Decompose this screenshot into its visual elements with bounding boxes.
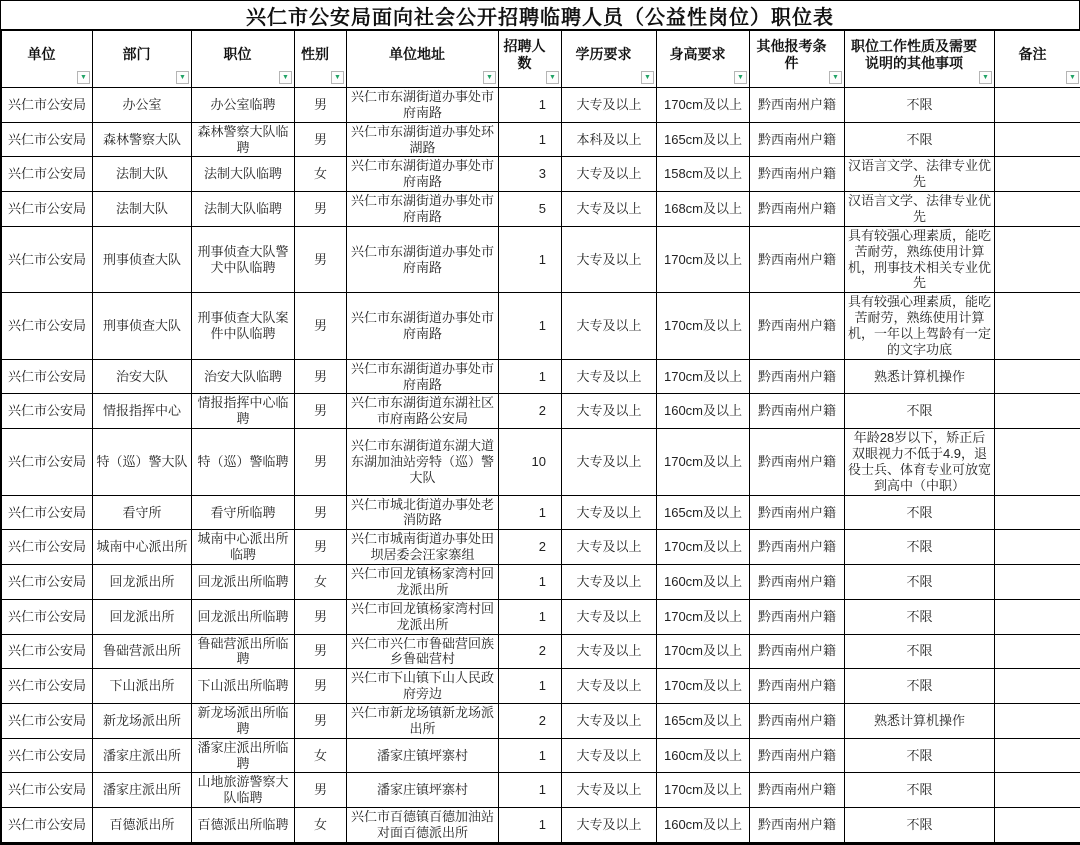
cell-other-conditions: 黔西南州户籍	[750, 192, 845, 227]
cell-department: 回龙派出所	[93, 599, 192, 634]
table-row	[2, 773, 1080, 808]
cell-department: 刑事侦查大队	[93, 226, 192, 292]
cell-height-req: 170cm及以上	[657, 669, 750, 704]
column-header-label: 备注	[1019, 46, 1047, 62]
page-title: 兴仁市公安局面向社会公开招聘临聘人员（公益性岗位）职位表	[1, 1, 1079, 30]
cell-unit: 兴仁市公安局	[2, 634, 93, 669]
cell-department: 下山派出所	[93, 669, 192, 704]
cell-headcount: 3	[499, 157, 562, 192]
table-row	[2, 565, 1080, 600]
column-header-height-req	[657, 31, 750, 88]
filter-dropdown-icon[interactable]: ▼	[979, 71, 992, 84]
cell-height-req: 170cm及以上	[657, 599, 750, 634]
cell-remarks	[995, 88, 1080, 123]
cell-position: 特（巡）警临聘	[192, 429, 295, 495]
cell-department: 潘家庄派出所	[93, 738, 192, 773]
cell-address: 兴仁市回龙镇杨家湾村回龙派出所	[347, 599, 499, 634]
cell-remarks	[995, 808, 1080, 843]
cell-position: 城南中心派出所临聘	[192, 530, 295, 565]
cell-education: 大专及以上	[562, 293, 657, 359]
cell-headcount: 1	[499, 669, 562, 704]
cell-gender: 男	[295, 429, 347, 495]
cell-unit: 兴仁市公安局	[2, 565, 93, 600]
cell-education: 大专及以上	[562, 703, 657, 738]
cell-headcount: 1	[499, 88, 562, 123]
cell-job-nature: 不限	[845, 122, 995, 157]
column-header-other-conditions	[750, 31, 845, 88]
cell-education: 大专及以上	[562, 495, 657, 530]
cell-height-req: 165cm及以上	[657, 703, 750, 738]
cell-height-req: 165cm及以上	[657, 122, 750, 157]
cell-unit: 兴仁市公安局	[2, 394, 93, 429]
cell-height-req: 160cm及以上	[657, 394, 750, 429]
cell-other-conditions: 黔西南州户籍	[750, 226, 845, 292]
cell-address: 兴仁市东湖街道办事处市府南路	[347, 359, 499, 394]
table-body	[2, 88, 1080, 843]
cell-gender: 男	[295, 530, 347, 565]
cell-remarks	[995, 599, 1080, 634]
table-row	[2, 359, 1080, 394]
column-header-gender	[295, 31, 347, 88]
cell-unit: 兴仁市公安局	[2, 293, 93, 359]
column-header-education	[562, 31, 657, 88]
cell-position: 法制大队临聘	[192, 192, 295, 227]
cell-position: 潘家庄派出所临聘	[192, 738, 295, 773]
cell-unit: 兴仁市公安局	[2, 599, 93, 634]
cell-other-conditions: 黔西南州户籍	[750, 495, 845, 530]
cell-department: 办公室	[93, 88, 192, 123]
cell-job-nature: 熟悉计算机操作	[845, 359, 995, 394]
cell-position: 回龙派出所临聘	[192, 565, 295, 600]
cell-gender: 男	[295, 634, 347, 669]
column-header-label: 职位	[224, 46, 252, 62]
cell-job-nature: 不限	[845, 738, 995, 773]
cell-headcount: 2	[499, 634, 562, 669]
cell-gender: 男	[295, 293, 347, 359]
cell-job-nature: 不限	[845, 773, 995, 808]
cell-height-req: 170cm及以上	[657, 634, 750, 669]
cell-address: 兴仁市东湖街道办事处市府南路	[347, 192, 499, 227]
cell-gender: 女	[295, 157, 347, 192]
table-row	[2, 394, 1080, 429]
cell-job-nature: 不限	[845, 634, 995, 669]
cell-other-conditions: 黔西南州户籍	[750, 122, 845, 157]
cell-job-nature: 不限	[845, 565, 995, 600]
cell-unit: 兴仁市公安局	[2, 773, 93, 808]
cell-address: 兴仁市新龙场镇新龙场派出所	[347, 703, 499, 738]
cell-other-conditions: 黔西南州户籍	[750, 530, 845, 565]
cell-remarks	[995, 669, 1080, 704]
cell-address: 兴仁市东湖街道东湖大道东湖加油站旁特（巡）警大队	[347, 429, 499, 495]
table-row	[2, 429, 1080, 495]
cell-unit: 兴仁市公安局	[2, 192, 93, 227]
cell-gender: 女	[295, 565, 347, 600]
cell-other-conditions: 黔西南州户籍	[750, 157, 845, 192]
cell-education: 大专及以上	[562, 634, 657, 669]
cell-position: 办公室临聘	[192, 88, 295, 123]
cell-height-req: 160cm及以上	[657, 565, 750, 600]
cell-position: 刑事侦查大队案件中队临聘	[192, 293, 295, 359]
cell-headcount: 2	[499, 530, 562, 565]
cell-remarks	[995, 394, 1080, 429]
cell-job-nature: 熟悉计算机操作	[845, 703, 995, 738]
cell-department: 法制大队	[93, 192, 192, 227]
cell-job-nature: 具有较强心理素质，能吃苦耐劳，熟练使用计算机，一年以上驾龄有一定的文字功底	[845, 293, 995, 359]
cell-department: 情报指挥中心	[93, 394, 192, 429]
cell-department: 法制大队	[93, 157, 192, 192]
cell-height-req: 170cm及以上	[657, 293, 750, 359]
cell-education: 大专及以上	[562, 738, 657, 773]
cell-education: 大专及以上	[562, 88, 657, 123]
cell-remarks	[995, 565, 1080, 600]
cell-gender: 男	[295, 394, 347, 429]
cell-address: 兴仁市东湖街道办事处环湖路	[347, 122, 499, 157]
cell-department: 刑事侦查大队	[93, 293, 192, 359]
table-row	[2, 738, 1080, 773]
table-row	[2, 669, 1080, 704]
cell-remarks	[995, 495, 1080, 530]
cell-department: 百德派出所	[93, 808, 192, 843]
cell-gender: 女	[295, 808, 347, 843]
cell-remarks	[995, 293, 1080, 359]
cell-headcount: 10	[499, 429, 562, 495]
cell-education: 大专及以上	[562, 808, 657, 843]
cell-education: 大专及以上	[562, 530, 657, 565]
cell-education: 本科及以上	[562, 122, 657, 157]
cell-job-nature: 不限	[845, 669, 995, 704]
cell-education: 大专及以上	[562, 773, 657, 808]
cell-unit: 兴仁市公安局	[2, 122, 93, 157]
cell-address: 兴仁市回龙镇杨家湾村回龙派出所	[347, 565, 499, 600]
cell-headcount: 5	[499, 192, 562, 227]
cell-position: 情报指挥中心临聘	[192, 394, 295, 429]
cell-height-req: 170cm及以上	[657, 773, 750, 808]
filter-dropdown-icon[interactable]: ▼	[734, 71, 747, 84]
cell-gender: 男	[295, 226, 347, 292]
cell-address: 兴仁市城南街道办事处田坝居委会汪家寨组	[347, 530, 499, 565]
cell-address: 兴仁市百德镇百德加油站对面百德派出所	[347, 808, 499, 843]
cell-headcount: 1	[499, 293, 562, 359]
cell-remarks	[995, 157, 1080, 192]
column-header-address	[347, 31, 499, 88]
cell-remarks	[995, 530, 1080, 565]
cell-other-conditions: 黔西南州户籍	[750, 703, 845, 738]
cell-height-req: 170cm及以上	[657, 88, 750, 123]
cell-gender: 男	[295, 88, 347, 123]
cell-education: 大专及以上	[562, 599, 657, 634]
table-row	[2, 495, 1080, 530]
cell-department: 鲁础营派出所	[93, 634, 192, 669]
cell-unit: 兴仁市公安局	[2, 359, 93, 394]
cell-job-nature: 具有较强心理素质，能吃苦耐劳，熟练使用计算机，刑事技术相关专业优先	[845, 226, 995, 292]
positions-table	[1, 30, 1080, 843]
cell-other-conditions: 黔西南州户籍	[750, 773, 845, 808]
filter-dropdown-icon[interactable]: ▼	[641, 71, 654, 84]
column-header-label: 单位地址	[389, 46, 445, 62]
cell-department: 治安大队	[93, 359, 192, 394]
cell-headcount: 1	[499, 226, 562, 292]
cell-unit: 兴仁市公安局	[2, 703, 93, 738]
cell-job-nature: 汉语言文学、法律专业优先	[845, 157, 995, 192]
column-header-label: 单位	[28, 46, 56, 62]
cell-position: 森林警察大队临聘	[192, 122, 295, 157]
column-header-label: 其他报考条件	[757, 38, 827, 72]
cell-other-conditions: 黔西南州户籍	[750, 565, 845, 600]
cell-gender: 男	[295, 599, 347, 634]
column-header-headcount	[499, 31, 562, 88]
cell-job-nature: 不限	[845, 495, 995, 530]
cell-headcount: 1	[499, 773, 562, 808]
cell-department: 城南中心派出所	[93, 530, 192, 565]
cell-position: 治安大队临聘	[192, 359, 295, 394]
cell-department: 森林警察大队	[93, 122, 192, 157]
column-header-job-nature	[845, 31, 995, 88]
table-row	[2, 226, 1080, 292]
cell-job-nature: 不限	[845, 808, 995, 843]
cell-remarks	[995, 122, 1080, 157]
cell-remarks	[995, 634, 1080, 669]
cell-height-req: 170cm及以上	[657, 359, 750, 394]
cell-position: 新龙场派出所临聘	[192, 703, 295, 738]
cell-address: 兴仁市东湖街道办事处市府南路	[347, 157, 499, 192]
column-header-label: 身高要求	[670, 46, 726, 62]
cell-unit: 兴仁市公安局	[2, 669, 93, 704]
column-header-remarks	[995, 31, 1080, 88]
cell-other-conditions: 黔西南州户籍	[750, 599, 845, 634]
cell-height-req: 160cm及以上	[657, 738, 750, 773]
table-row	[2, 88, 1080, 123]
cell-job-nature: 不限	[845, 394, 995, 429]
cell-unit: 兴仁市公安局	[2, 226, 93, 292]
cell-gender: 男	[295, 495, 347, 530]
cell-position: 鲁础营派出所临聘	[192, 634, 295, 669]
cell-headcount: 2	[499, 394, 562, 429]
cell-address: 兴仁市东湖街道办事处市府南路	[347, 293, 499, 359]
cell-headcount: 1	[499, 359, 562, 394]
cell-education: 大专及以上	[562, 359, 657, 394]
cell-department: 特（巡）警大队	[93, 429, 192, 495]
cell-height-req: 170cm及以上	[657, 226, 750, 292]
cell-height-req: 160cm及以上	[657, 808, 750, 843]
cell-remarks	[995, 429, 1080, 495]
cell-department: 回龙派出所	[93, 565, 192, 600]
column-header-label: 性别	[301, 46, 329, 62]
cell-unit: 兴仁市公安局	[2, 429, 93, 495]
filter-dropdown-icon[interactable]: ▼	[546, 71, 559, 84]
cell-other-conditions: 黔西南州户籍	[750, 88, 845, 123]
column-header-position	[192, 31, 295, 88]
filter-dropdown-icon[interactable]: ▼	[1066, 71, 1079, 84]
cell-remarks	[995, 226, 1080, 292]
column-header-label: 部门	[123, 46, 151, 62]
cell-gender: 男	[295, 359, 347, 394]
cell-education: 大专及以上	[562, 669, 657, 704]
cell-job-nature: 不限	[845, 88, 995, 123]
cell-address: 兴仁市城北街道办事处老消防路	[347, 495, 499, 530]
cell-other-conditions: 黔西南州户籍	[750, 634, 845, 669]
cell-education: 大专及以上	[562, 565, 657, 600]
table-row	[2, 599, 1080, 634]
filter-dropdown-icon[interactable]: ▼	[483, 71, 496, 84]
cell-address: 潘家庄镇坪寨村	[347, 738, 499, 773]
cell-height-req: 165cm及以上	[657, 495, 750, 530]
table-header	[2, 31, 1080, 88]
cell-other-conditions: 黔西南州户籍	[750, 394, 845, 429]
cell-unit: 兴仁市公安局	[2, 738, 93, 773]
table-row	[2, 122, 1080, 157]
cell-department: 潘家庄派出所	[93, 773, 192, 808]
filter-dropdown-icon[interactable]: ▼	[279, 71, 292, 84]
cell-gender: 男	[295, 703, 347, 738]
cell-job-nature: 汉语言文学、法律专业优先	[845, 192, 995, 227]
column-header-label: 学历要求	[576, 46, 632, 62]
cell-address: 兴仁市下山镇下山人民政府旁边	[347, 669, 499, 704]
table-row	[2, 530, 1080, 565]
filter-dropdown-icon[interactable]: ▼	[176, 71, 189, 84]
cell-position: 回龙派出所临聘	[192, 599, 295, 634]
cell-headcount: 2	[499, 703, 562, 738]
cell-address: 兴仁市东湖街道办事处市府南路	[347, 226, 499, 292]
cell-job-nature: 不限	[845, 599, 995, 634]
cell-position: 下山派出所临聘	[192, 669, 295, 704]
cell-unit: 兴仁市公安局	[2, 530, 93, 565]
table-row	[2, 703, 1080, 738]
cell-remarks	[995, 773, 1080, 808]
cell-unit: 兴仁市公安局	[2, 495, 93, 530]
cell-address: 兴仁市东湖街道办事处市府南路	[347, 88, 499, 123]
cell-headcount: 1	[499, 495, 562, 530]
header-row	[2, 31, 1080, 88]
filter-dropdown-icon[interactable]: ▼	[331, 71, 344, 84]
column-header-department	[93, 31, 192, 88]
cell-address: 潘家庄镇坪寨村	[347, 773, 499, 808]
cell-other-conditions: 黔西南州户籍	[750, 359, 845, 394]
cell-remarks	[995, 359, 1080, 394]
column-header-label: 职位工作性质及需要说明的其他事项	[851, 38, 977, 72]
cell-remarks	[995, 703, 1080, 738]
cell-position: 山地旅游警察大队临聘	[192, 773, 295, 808]
cell-education: 大专及以上	[562, 192, 657, 227]
cell-remarks	[995, 192, 1080, 227]
table-row	[2, 808, 1080, 843]
table-row	[2, 157, 1080, 192]
cell-department: 新龙场派出所	[93, 703, 192, 738]
cell-headcount: 1	[499, 738, 562, 773]
cell-department: 看守所	[93, 495, 192, 530]
cell-education: 大专及以上	[562, 394, 657, 429]
table-row	[2, 634, 1080, 669]
cell-address: 兴仁市兴仁市鲁础营回族乡鲁础营村	[347, 634, 499, 669]
cell-other-conditions: 黔西南州户籍	[750, 808, 845, 843]
cell-headcount: 1	[499, 122, 562, 157]
filter-dropdown-icon[interactable]: ▼	[829, 71, 842, 84]
cell-height-req: 168cm及以上	[657, 192, 750, 227]
cell-education: 大专及以上	[562, 429, 657, 495]
cell-other-conditions: 黔西南州户籍	[750, 738, 845, 773]
cell-education: 大专及以上	[562, 157, 657, 192]
column-header-unit	[2, 31, 93, 88]
cell-gender: 男	[295, 773, 347, 808]
cell-remarks	[995, 738, 1080, 773]
table-row	[2, 192, 1080, 227]
cell-unit: 兴仁市公安局	[2, 808, 93, 843]
cell-position: 法制大队临聘	[192, 157, 295, 192]
cell-headcount: 1	[499, 599, 562, 634]
cell-job-nature: 年龄28岁以下，矫正后双眼视力不低于4.9，退役士兵、体育专业可放宽到高中（中职）	[845, 429, 995, 495]
cell-headcount: 1	[499, 565, 562, 600]
cell-other-conditions: 黔西南州户籍	[750, 293, 845, 359]
cell-height-req: 170cm及以上	[657, 429, 750, 495]
filter-dropdown-icon[interactable]: ▼	[77, 71, 90, 84]
cell-gender: 男	[295, 122, 347, 157]
cell-other-conditions: 黔西南州户籍	[750, 429, 845, 495]
cell-headcount: 1	[499, 808, 562, 843]
column-header-label: 招聘人数	[504, 38, 546, 72]
cell-address: 兴仁市东湖街道东湖社区市府南路公安局	[347, 394, 499, 429]
cell-height-req: 158cm及以上	[657, 157, 750, 192]
cell-other-conditions: 黔西南州户籍	[750, 669, 845, 704]
cell-unit: 兴仁市公安局	[2, 88, 93, 123]
cell-position: 刑事侦查大队警犬中队临聘	[192, 226, 295, 292]
cell-position: 百德派出所临聘	[192, 808, 295, 843]
cell-unit: 兴仁市公安局	[2, 157, 93, 192]
cell-height-req: 170cm及以上	[657, 530, 750, 565]
cell-job-nature: 不限	[845, 530, 995, 565]
cell-position: 看守所临聘	[192, 495, 295, 530]
cell-education: 大专及以上	[562, 226, 657, 292]
cell-gender: 男	[295, 669, 347, 704]
table-row	[2, 293, 1080, 359]
cell-gender: 女	[295, 738, 347, 773]
cell-gender: 男	[295, 192, 347, 227]
